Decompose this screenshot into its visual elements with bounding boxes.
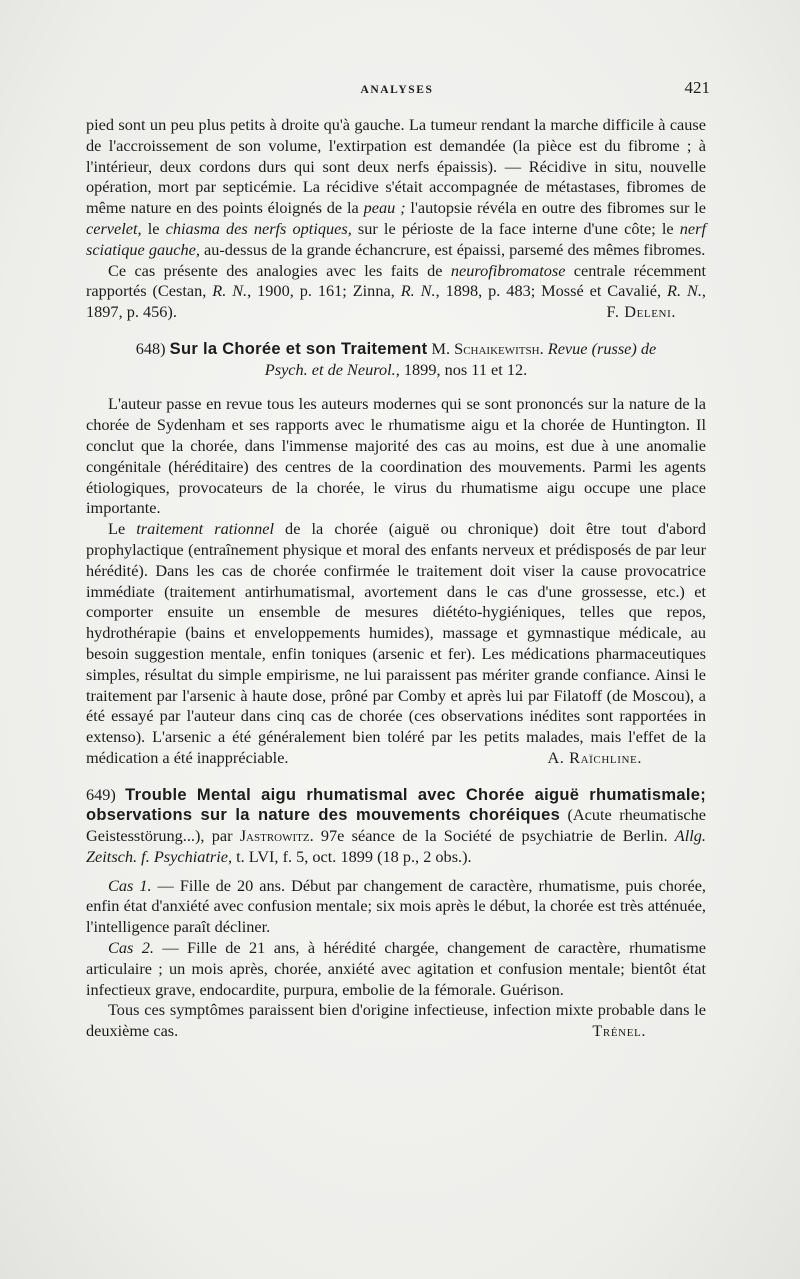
page-header — [84, 78, 710, 102]
entry-648-author: Schaikewitsh. — [454, 338, 544, 358]
signature-raichline: A. Raïchline. — [547, 747, 642, 767]
entry-648-title: Sur la Chorée et son Traitement — [169, 339, 428, 358]
case-1: Cas 1. — Fille de 20 ans. Début par changement de caractère, rhumatisme, puis chorée, enfin état d'anxiété avec confusion mentale; six mois après le début, la chorée est très atténuée, l'intelligence paraît décliner. — [86, 875, 706, 937]
page-body — [86, 115, 706, 1042]
page-number: 421 — [684, 78, 710, 97]
references-paragraph: Ce cas présente des analogies avec les faits de neurofibromatose centrale récemment rapportés (Cestan, R. N., 1900, p. 161; Zinna, R. N., 1898, p. 483; Mossé et Cavalié, R. N., 1897, p. 456). — [86, 260, 706, 322]
signature-deleni: F. Deleni. — [606, 301, 676, 321]
entry-648-heading: 648) Sur la Chorée et son Traitement M. Schaikewitsh. Revue (russe) de — [135, 338, 657, 358]
signature-row-3 — [86, 1021, 706, 1042]
signature-trenel: Trénel. — [592, 1021, 646, 1041]
case-2: Cas 2. — Fille de 21 ans, à hérédité chargée, changement de caractère, rhumatisme articulaire ; un mois après, chorée, anxiété avec agitation et confusion mentale; bientôt état infectieux grave, endocardite, purpura, embolie de la fémorale. Guérison. — [86, 938, 706, 999]
entry-648-paragraph-2: Le traitement rationnel de la chorée (aiguë ou chronique) doit être tout d'abord prophylactique (entraînement physique et moral des enfants nerveux et prédisposés de par leur hérédité). Dans les cas de chorée confirmée le traitement doit viser la cause provocatrice immédiate (traitement antirhumatismal, avortement dans le cas d'une grossesse, etc.) et comporter ensuite un ensemble de mesures diététo-hygiéniques, telles que repos, hydrothérapie (bains et enveloppements humides), massage et gymnastique médicale, au besoin suggestion mentale, enfin toniques (arsenic et fer). Les médications pharmaceutiques simples, résultat du simple empirisme, ne lui paraissent pas mériter grande confiance. Ainsi le traitement par l'arsenic à haute dose, prôné par Comby et après lui par Filatoff (de Moscou), a été essayé par l'auteur dans cinq cas de chorée (ces observations inédites sont rapportées in extenso). L'arsenic a été généralement bien toléré par les petits malades, mais l'effet de la médication a été inappréciable. — [86, 519, 706, 767]
closing-paragraph: Tous ces symptômes paraissent bien d'origine infectieuse, infection mixte probable dans le deuxième cas. — [86, 1000, 706, 1041]
entry-649-author: Jastrowitz. — [239, 826, 314, 846]
entry-648-paragraph-1: L'auteur passe en revue tous les auteurs modernes qui se sont prononcés sur la nature de la chorée de Sydenham et ses rapports avec le rhumatisme aigu et la chorée de Huntington. Il conclut que la chorée, dans l'immense majorité des cas au moins, est due à une anomalie congénitale (héréditaire) des centres de la coordination des mouvements. Parmi les agents étiologiques, provocateurs de la chorée, le virus du rhumatisme aigu occupe une place importante. — [86, 394, 706, 518]
entry-649-title: Trouble Mental aigu rhumatismal avec Chorée aiguë rhumatismale; observations sur la nature des mouvements choréiques — [86, 785, 706, 825]
entry-648-source: Psych. et de Neurol., 1899, nos 11 et 12. — [264, 359, 528, 379]
entry-649-heading: 649) Trouble Mental aigu rhumatismal avec Chorée aiguë rhumatismale; observations sur la nature des mouvements choréiques (Acute rheumatische Geistesstörung...), par Jastrowitz. 97e séance de la Société de psychiatrie de Berlin. Allg. Zeitsch. f. Psychiatrie, t. LVI, f. 5, oct. 1899 (18 p., 2 obs.). — [86, 784, 707, 866]
running-head: ANALYSES — [360, 84, 434, 96]
case-2-label: Cas 2. — [108, 938, 154, 958]
continued-paragraph: pied sont un peu plus petits à droite qu'à gauche. La tumeur rendant la marche difficile à cause de l'accroissement de son volume, l'extirpation est demandée (la pièce est du fibrome ; à l'intérieur, deux cordons durs qui sont deux nerfs épaissis). — Récidive in situ, nouvelle opération, mort par septicémie. La récidive s'était accompagnée de métastases, fibromes de même nature en des points éloignés de la peau ; l'autopsie révéla en outre des fibromes sur le cervelet, le chiasma des nerfs optiques, sur le périoste de la face interne d'une côte; le nerf sciatique gauche, au-dessus de la grande échancrure, est épaissi, parsemé des mêmes fibromes. — [86, 115, 707, 259]
case-1-label: Cas 1. — [108, 875, 152, 895]
